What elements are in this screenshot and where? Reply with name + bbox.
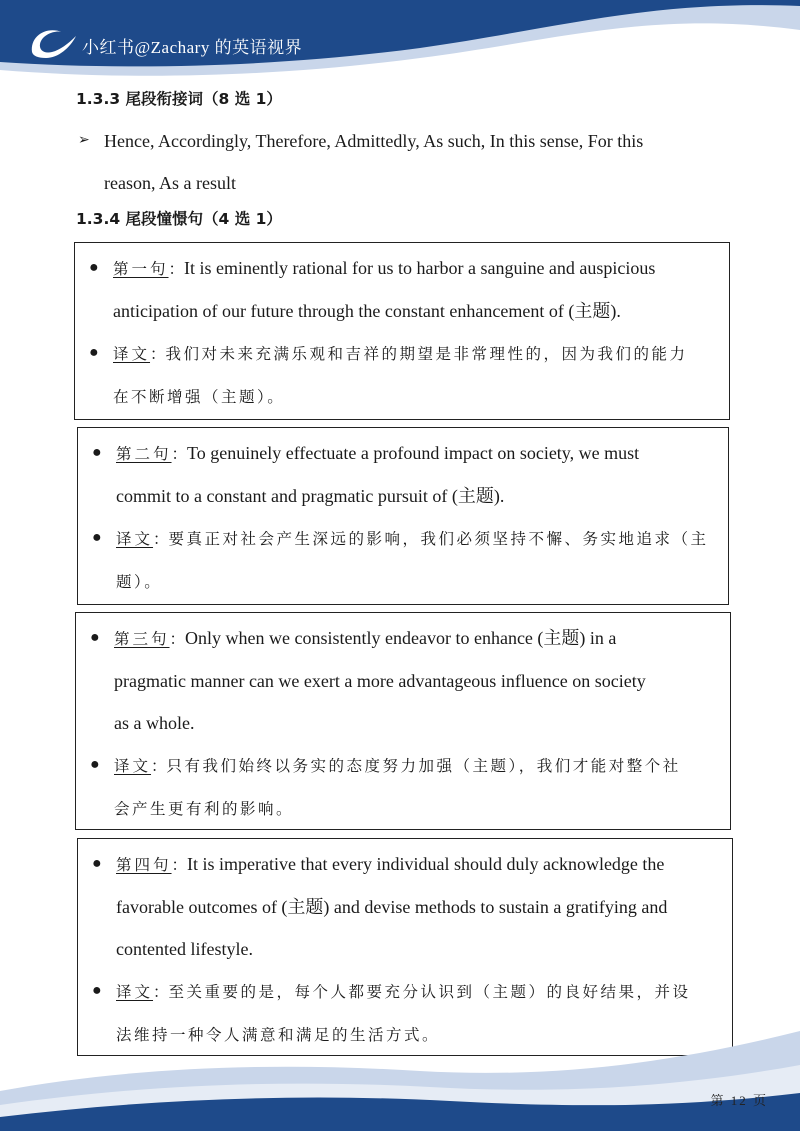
section-heading-connectives: 1.3.3 尾段衔接词（8 选 1） xyxy=(76,90,282,108)
content xyxy=(76,86,736,232)
colon: ： xyxy=(150,345,166,363)
bullet-icon: ● xyxy=(92,444,102,461)
sentence-label: 第一句 xyxy=(113,260,169,278)
translation-line: 只有我们始终以务实的态度努力加强（主题），我们才能对整个社 xyxy=(166,757,681,775)
section-heading-vision: 1.3.4 尾段憧憬句（4 选 1） xyxy=(76,210,282,228)
header-title: 小红书@Zachary 的英语视界 xyxy=(82,38,303,57)
translation-line: 题）。 xyxy=(116,573,163,591)
sentence-label: 第四句 xyxy=(116,856,172,874)
translation-label: 译文 xyxy=(114,757,152,775)
translation-line: 至关重要的是，每个人都要充分认识到（主题）的良好结果，并设 xyxy=(168,983,691,1001)
sentence-en-line: To genuinely effectuate a profound impact on society, we must xyxy=(187,443,640,463)
sentence-box-2 xyxy=(77,427,729,605)
sentence-en-line: contented lifestyle. xyxy=(116,939,253,959)
translation-label: 译文 xyxy=(116,983,154,1001)
colon: ： xyxy=(153,983,169,1001)
bullet-icon: ● xyxy=(89,259,99,276)
sentence-label: 第三句 xyxy=(114,630,170,648)
sentence-box-3 xyxy=(75,612,731,830)
sentence-en-line: pragmatic manner can we exert a more advantageous influence on society xyxy=(114,671,646,691)
bullet-icon: ● xyxy=(90,756,100,773)
sentence-en-line: favorable outcomes of (主题) and devise methods to sustain a gratifying and xyxy=(116,897,668,917)
sentence-box-1 xyxy=(74,242,730,420)
translation-line: 法维持一种令人满意和满足的生活方式。 xyxy=(116,1026,441,1044)
sentence-label: 第二句 xyxy=(116,445,172,463)
translation-line: 我们对未来充满乐观和吉祥的期望是非常理性的，因为我们的能力 xyxy=(165,345,688,363)
translation-label: 译文 xyxy=(116,530,154,548)
sentence-en-line: It is eminently rational for us to harbor a sanguine and auspicious xyxy=(184,258,656,278)
colon: ： xyxy=(169,630,186,648)
translation-line: 会产生更有利的影响。 xyxy=(114,800,295,818)
colon: ： xyxy=(168,260,185,278)
swoosh-logo-icon xyxy=(28,22,80,62)
footer-wave xyxy=(0,1021,800,1131)
bullet-icon: ● xyxy=(92,529,102,546)
sentence-en-line: as a whole. xyxy=(114,713,195,733)
colon: ： xyxy=(171,856,188,874)
bullet-icon: ● xyxy=(89,344,99,361)
sentence-en-entry xyxy=(83,247,721,332)
bullet-icon: ● xyxy=(92,982,102,999)
connectives-list-item xyxy=(76,120,736,204)
sentence-en-line: It is imperative that every individual should duly acknowledge the xyxy=(187,854,665,874)
sentence-en-line: anticipation of our future through the constant enhancement of (主题). xyxy=(113,301,621,321)
colon: ： xyxy=(151,757,167,775)
sentence-en-entry xyxy=(86,432,720,517)
arrow-bullet-icon: ➢ xyxy=(78,133,90,148)
bullet-icon: ● xyxy=(90,629,100,646)
sentence-en-entry xyxy=(84,617,722,744)
translation-entry xyxy=(84,744,722,830)
connectives-line-2: reason, As a result xyxy=(104,173,236,193)
translation-label: 译文 xyxy=(113,345,151,363)
connectives-line-1: Hence, Accordingly, Therefore, Admittedly, As such, In this sense, For this xyxy=(104,131,644,151)
translation-entry xyxy=(86,517,720,603)
translation-line: 要真正对社会产生深远的影响，我们必须坚持不懈、务实地追求（主 xyxy=(168,530,709,548)
page-number: 第 12 页 xyxy=(710,1093,768,1108)
translation-entry xyxy=(83,332,721,418)
sentence-en-line: Only when we consistently endeavor to enhance (主题) in a xyxy=(185,628,617,648)
bullet-icon: ● xyxy=(92,855,102,872)
sentence-en-entry xyxy=(86,843,724,970)
colon: ： xyxy=(153,530,169,548)
sentence-en-line: commit to a constant and pragmatic pursuit of (主题). xyxy=(116,486,505,506)
colon: ： xyxy=(171,445,188,463)
translation-line: 在不断增强（主题）。 xyxy=(113,388,286,406)
